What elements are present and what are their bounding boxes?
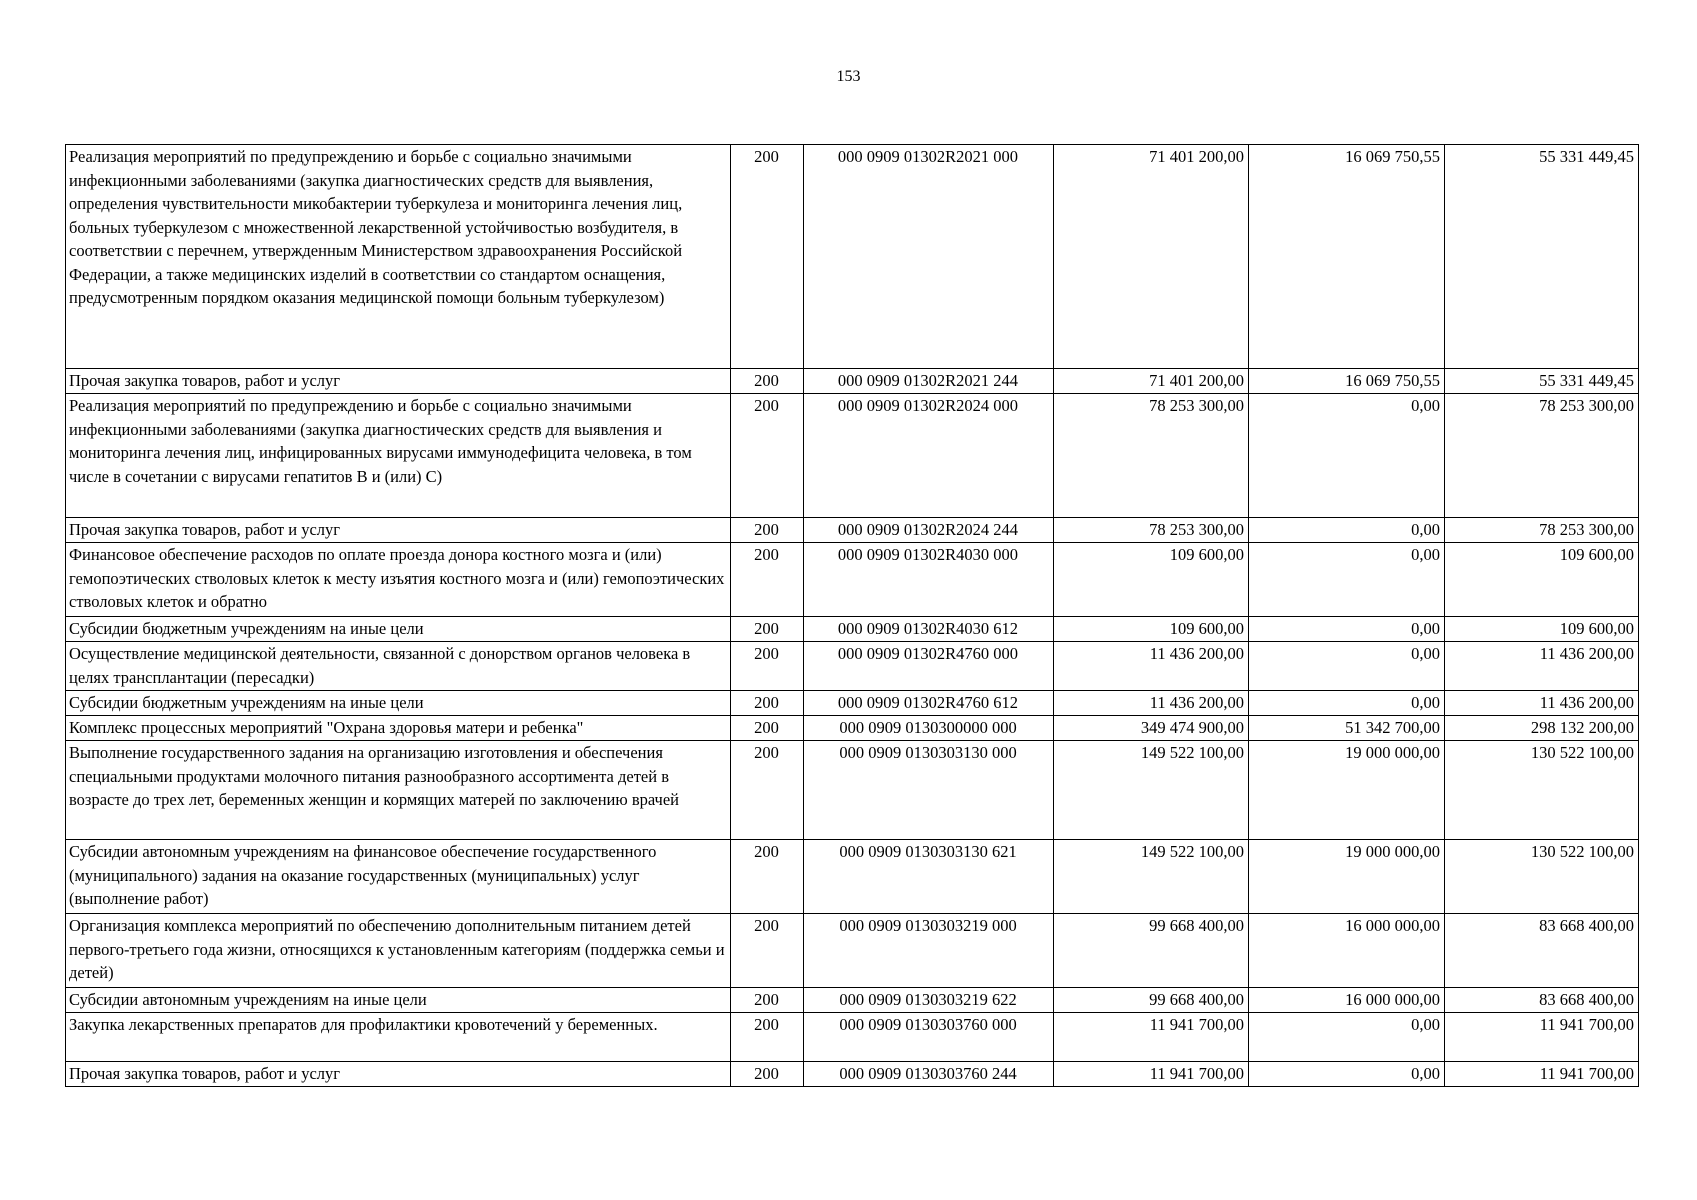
row-remainder-cell: 55 331 449,45 bbox=[1445, 145, 1639, 369]
row-plan-cell: 11 941 700,00 bbox=[1054, 1013, 1249, 1062]
row-executed-cell: 0,00 bbox=[1249, 518, 1445, 543]
row-executed-cell: 51 342 700,00 bbox=[1249, 716, 1445, 741]
row-plan-cell: 11 941 700,00 bbox=[1054, 1062, 1249, 1087]
row-name-cell: Субсидии бюджетным учреждениям на иные цели bbox=[66, 691, 731, 716]
row-remainder-cell: 83 668 400,00 bbox=[1445, 988, 1639, 1013]
row-code-cell: 000 0909 01302R2021 000 bbox=[804, 145, 1054, 369]
row-grbs-cell: 200 bbox=[731, 543, 804, 617]
table-row bbox=[66, 369, 1639, 394]
row-plan-cell: 99 668 400,00 bbox=[1054, 914, 1249, 988]
row-executed-cell: 16 000 000,00 bbox=[1249, 988, 1445, 1013]
row-remainder-cell: 11 436 200,00 bbox=[1445, 691, 1639, 716]
row-grbs-cell: 200 bbox=[731, 840, 804, 914]
row-executed-cell: 0,00 bbox=[1249, 617, 1445, 642]
row-remainder-cell: 11 436 200,00 bbox=[1445, 642, 1639, 691]
row-executed-cell: 0,00 bbox=[1249, 543, 1445, 617]
row-name-cell: Финансовое обеспечение расходов по оплате проезда донора костного мозга и (или) гемопоэтических стволовых клеток к месту изъятия костного мозга и (или) гемопоэтических стволовых клеток и обратно bbox=[66, 543, 731, 617]
row-remainder-cell: 130 522 100,00 bbox=[1445, 741, 1639, 840]
row-grbs-cell: 200 bbox=[731, 716, 804, 741]
table-row bbox=[66, 1013, 1639, 1062]
row-name-cell: Выполнение государственного задания на организацию изготовления и обеспечения специальными продуктами молочного питания разнообразного ассортимента детей в возрасте до трех лет, беременных женщин и кормящих матерей по заключению врачей bbox=[66, 741, 731, 840]
table-row bbox=[66, 518, 1639, 543]
row-name-cell: Прочая закупка товаров, работ и услуг bbox=[66, 1062, 731, 1087]
row-grbs-cell: 200 bbox=[731, 1013, 804, 1062]
page-number: 153 bbox=[836, 68, 861, 85]
row-executed-cell: 0,00 bbox=[1249, 1013, 1445, 1062]
row-plan-cell: 149 522 100,00 bbox=[1054, 840, 1249, 914]
row-remainder-cell: 11 941 700,00 bbox=[1445, 1062, 1639, 1087]
row-code-cell: 000 0909 01302R4030 000 bbox=[804, 543, 1054, 617]
row-name-cell: Прочая закупка товаров, работ и услуг bbox=[66, 369, 731, 394]
row-plan-cell: 99 668 400,00 bbox=[1054, 988, 1249, 1013]
row-plan-cell: 149 522 100,00 bbox=[1054, 741, 1249, 840]
row-executed-cell: 19 000 000,00 bbox=[1249, 840, 1445, 914]
row-name-cell: Субсидии автономным учреждениям на финансовое обеспечение государственного (муниципального) задания на оказание государственных (муниципальных) услуг (выполнение работ) bbox=[66, 840, 731, 914]
row-code-cell: 000 0909 0130303219 000 bbox=[804, 914, 1054, 988]
row-remainder-cell: 298 132 200,00 bbox=[1445, 716, 1639, 741]
row-name-cell: Субсидии бюджетным учреждениям на иные цели bbox=[66, 617, 731, 642]
row-executed-cell: 0,00 bbox=[1249, 642, 1445, 691]
row-grbs-cell: 200 bbox=[731, 617, 804, 642]
table-row bbox=[66, 691, 1639, 716]
row-code-cell: 000 0909 01302R2024 244 bbox=[804, 518, 1054, 543]
row-code-cell: 000 0909 01302R4760 000 bbox=[804, 642, 1054, 691]
row-executed-cell: 19 000 000,00 bbox=[1249, 741, 1445, 840]
row-grbs-cell: 200 bbox=[731, 145, 804, 369]
row-code-cell: 000 0909 01302R2021 244 bbox=[804, 369, 1054, 394]
row-name-cell: Реализация мероприятий по предупреждению и борьбе с социально значимыми инфекционными заболеваниями (закупка диагностических средств для выявления и мониторинга лечения лиц, инфицированных вирусами иммунодефицита человека, в том числе в сочетании с вирусами гепатитов B и (или) C) bbox=[66, 394, 731, 518]
row-plan-cell: 78 253 300,00 bbox=[1054, 518, 1249, 543]
row-code-cell: 000 0909 01302R4030 612 bbox=[804, 617, 1054, 642]
table-row bbox=[66, 617, 1639, 642]
row-remainder-cell: 83 668 400,00 bbox=[1445, 914, 1639, 988]
row-remainder-cell: 78 253 300,00 bbox=[1445, 394, 1639, 518]
row-grbs-cell: 200 bbox=[731, 741, 804, 840]
row-code-cell: 000 0909 0130303130 000 bbox=[804, 741, 1054, 840]
row-plan-cell: 71 401 200,00 bbox=[1054, 145, 1249, 369]
table-row bbox=[66, 145, 1639, 369]
table-row bbox=[66, 543, 1639, 617]
row-code-cell: 000 0909 0130303760 244 bbox=[804, 1062, 1054, 1087]
row-name-cell: Закупка лекарственных препаратов для профилактики кровотечений у беременных. bbox=[66, 1013, 731, 1062]
row-grbs-cell: 200 bbox=[731, 642, 804, 691]
row-remainder-cell: 11 941 700,00 bbox=[1445, 1013, 1639, 1062]
row-grbs-cell: 200 bbox=[731, 691, 804, 716]
row-plan-cell: 109 600,00 bbox=[1054, 617, 1249, 642]
row-plan-cell: 109 600,00 bbox=[1054, 543, 1249, 617]
row-remainder-cell: 55 331 449,45 bbox=[1445, 369, 1639, 394]
row-executed-cell: 16 069 750,55 bbox=[1249, 369, 1445, 394]
row-grbs-cell: 200 bbox=[731, 988, 804, 1013]
row-code-cell: 000 0909 0130303760 000 bbox=[804, 1013, 1054, 1062]
row-code-cell: 000 0909 01302R4760 612 bbox=[804, 691, 1054, 716]
budget-table bbox=[65, 144, 1639, 1087]
row-plan-cell: 11 436 200,00 bbox=[1054, 691, 1249, 716]
row-grbs-cell: 200 bbox=[731, 369, 804, 394]
table-row bbox=[66, 642, 1639, 691]
row-code-cell: 000 0909 0130303130 621 bbox=[804, 840, 1054, 914]
budget-table-body bbox=[66, 145, 1639, 1087]
row-name-cell: Комплекс процессных мероприятий "Охрана здоровья матери и ребенка" bbox=[66, 716, 731, 741]
row-code-cell: 000 0909 0130303219 622 bbox=[804, 988, 1054, 1013]
row-name-cell: Реализация мероприятий по предупреждению и борьбе с социально значимыми инфекционными заболеваниями (закупка диагностических средств для выявления, определения чувствительности микобактерии туберкулеза и мониторинга лечения лиц, больных туберкулезом с множественной лекарственной устойчивостью возбудителя, в соответствии с перечнем, утвержденным Министерством здравоохранения Российской Федерации, а также медицинских изделий в соответствии со стандартом оснащения, предусмотренным порядком оказания медицинской помощи больным туберкулезом) bbox=[66, 145, 731, 369]
table-row bbox=[66, 741, 1639, 840]
row-grbs-cell: 200 bbox=[731, 518, 804, 543]
row-executed-cell: 16 069 750,55 bbox=[1249, 145, 1445, 369]
row-remainder-cell: 109 600,00 bbox=[1445, 617, 1639, 642]
row-executed-cell: 0,00 bbox=[1249, 1062, 1445, 1087]
table-row bbox=[66, 716, 1639, 741]
row-name-cell: Осуществление медицинской деятельности, связанной с донорством органов человека в целях трансплантации (пересадки) bbox=[66, 642, 731, 691]
row-executed-cell: 16 000 000,00 bbox=[1249, 914, 1445, 988]
row-grbs-cell: 200 bbox=[731, 914, 804, 988]
row-executed-cell: 0,00 bbox=[1249, 394, 1445, 518]
row-plan-cell: 78 253 300,00 bbox=[1054, 394, 1249, 518]
row-plan-cell: 349 474 900,00 bbox=[1054, 716, 1249, 741]
row-executed-cell: 0,00 bbox=[1249, 691, 1445, 716]
table-row bbox=[66, 1062, 1639, 1087]
row-name-cell: Организация комплекса мероприятий по обеспечению дополнительным питанием детей первого-третьего года жизни, относящихся к установленным категориям (поддержка семьи и детей) bbox=[66, 914, 731, 988]
table-row bbox=[66, 988, 1639, 1013]
table-row bbox=[66, 914, 1639, 988]
row-code-cell: 000 0909 0130300000 000 bbox=[804, 716, 1054, 741]
row-remainder-cell: 109 600,00 bbox=[1445, 543, 1639, 617]
row-code-cell: 000 0909 01302R2024 000 bbox=[804, 394, 1054, 518]
table-row bbox=[66, 840, 1639, 914]
row-grbs-cell: 200 bbox=[731, 1062, 804, 1087]
row-name-cell: Субсидии автономным учреждениям на иные цели bbox=[66, 988, 731, 1013]
row-plan-cell: 71 401 200,00 bbox=[1054, 369, 1249, 394]
row-name-cell: Прочая закупка товаров, работ и услуг bbox=[66, 518, 731, 543]
table-row bbox=[66, 394, 1639, 518]
row-remainder-cell: 130 522 100,00 bbox=[1445, 840, 1639, 914]
row-grbs-cell: 200 bbox=[731, 394, 804, 518]
row-remainder-cell: 78 253 300,00 bbox=[1445, 518, 1639, 543]
row-plan-cell: 11 436 200,00 bbox=[1054, 642, 1249, 691]
